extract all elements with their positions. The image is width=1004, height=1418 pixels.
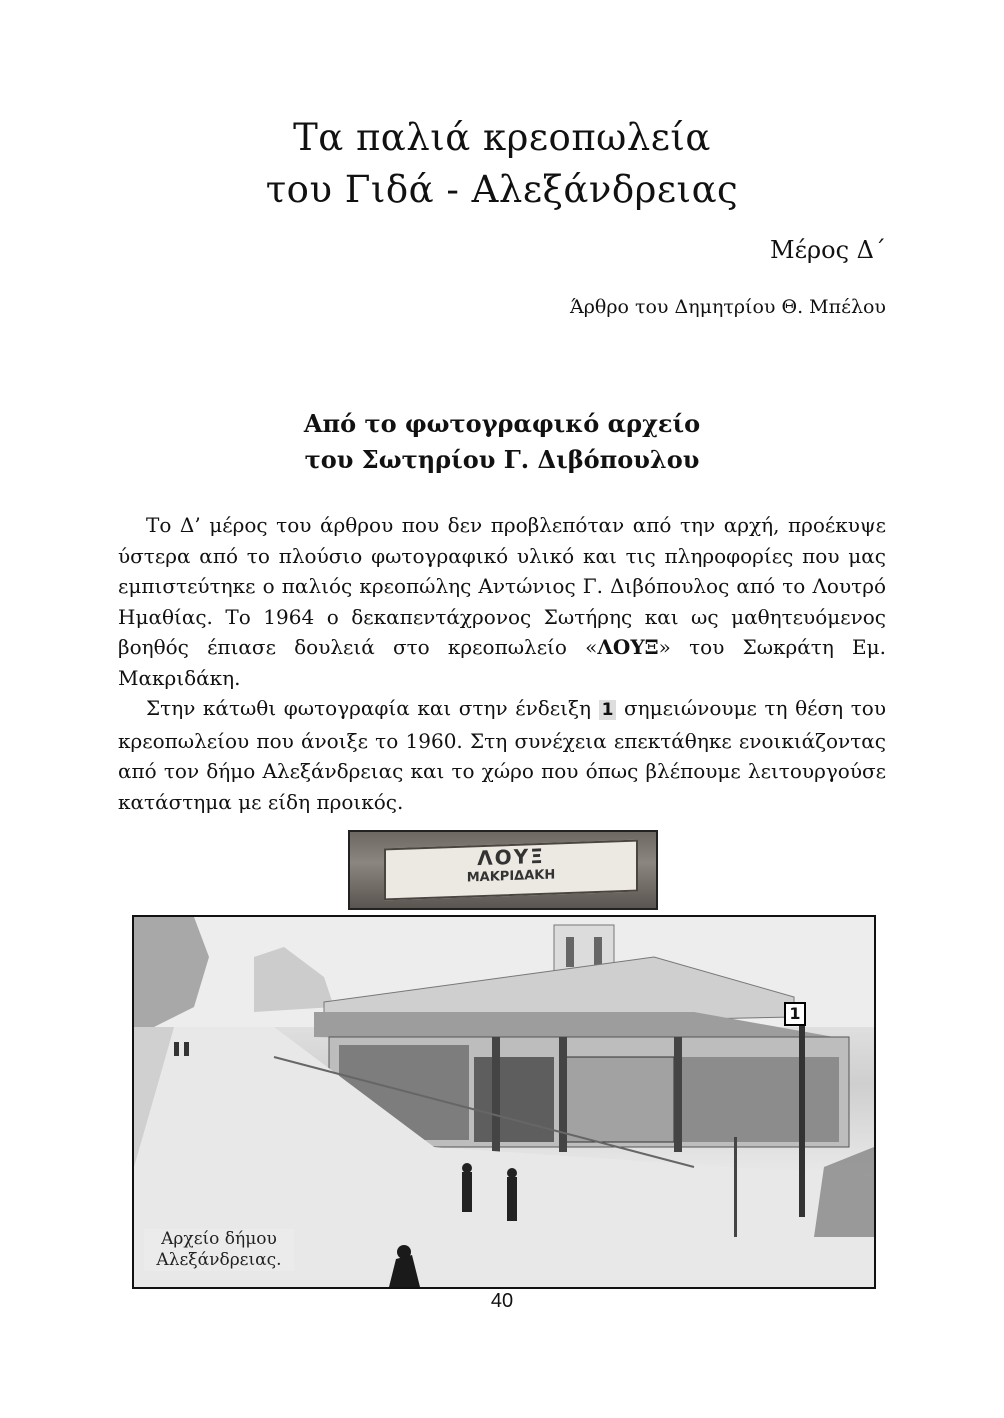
p1-text-after: » του Σωκράτη Εμ. Μακριδάκη.: [118, 635, 886, 690]
caption-line-2: Αλεξάνδρειας.: [156, 1250, 282, 1270]
shop-sign: [384, 840, 638, 901]
paragraph-1: [118, 510, 886, 693]
article-body: [118, 510, 886, 817]
subtitle-line-2: του Σωτηρίου Γ. Διβόπουλου: [304, 445, 700, 474]
title-line-1: Τα παλιά κρεοπωλεία: [293, 116, 711, 159]
caption-line-1: Αρχείο δήμου: [161, 1229, 277, 1249]
street-photo: [132, 915, 876, 1289]
section-subtitle: [0, 406, 1004, 478]
sign-photo: [348, 830, 658, 910]
part-label: Μέρος Δ΄: [770, 236, 886, 264]
sign-line-2: ΜΑΚΡΙΔΑΚΗ: [466, 867, 556, 886]
p2-text-before: Στην κάτωθι φωτογραφία και στην ένδειξη: [146, 696, 599, 720]
author-line: Άρθρο του Δημητρίου Θ. Μπέλου: [570, 296, 886, 318]
article-title: [0, 112, 1004, 216]
p1-text-before: Το Δ’ μέρος του άρθρου που δεν προβλεπόταν από την αρχή, προέκυψε ύστερα από το πλούσιο φωτογραφικό υλικό και τις πληροφορίες που μας εμπιστεύτηκε ο παλιός κρεοπώλης Αντώνιος Γ. Διβόπουλος από το Λουτρό Ημαθίας. Το 1964 ο δεκαπεντάχρονος Σωτήρης και ως μαθητευόμενος βοηθός έπιασε δουλειά στο κρεοπωλείο «: [118, 513, 886, 659]
shop-name: ΛΟΥΞ: [597, 635, 659, 659]
sign-line-1: ΛΟΥΞ: [477, 843, 545, 871]
subtitle-line-1: Από το φωτογραφικό αρχείο: [303, 409, 701, 438]
title-line-2: του Γιδά - Αλεξάνδρειας: [265, 168, 739, 211]
inline-marker: 1: [599, 700, 617, 720]
page-number: 40: [490, 1290, 514, 1312]
paragraph-2: [118, 693, 886, 817]
photo-marker-1: 1: [784, 1002, 806, 1026]
photo-caption: [144, 1229, 294, 1271]
p2-text-after: σημειώνουμε τη θέση του κρεοπωλείου που άνοιξε το 1960. Στη συνέχεια επεκτάθηκε ενοικιάζοντας από τον δήμο Αλεξάνδρειας και το χώρο που όπως βλέπουμε λειτουργούσε κατάστημα με είδη προικός.: [118, 696, 886, 814]
